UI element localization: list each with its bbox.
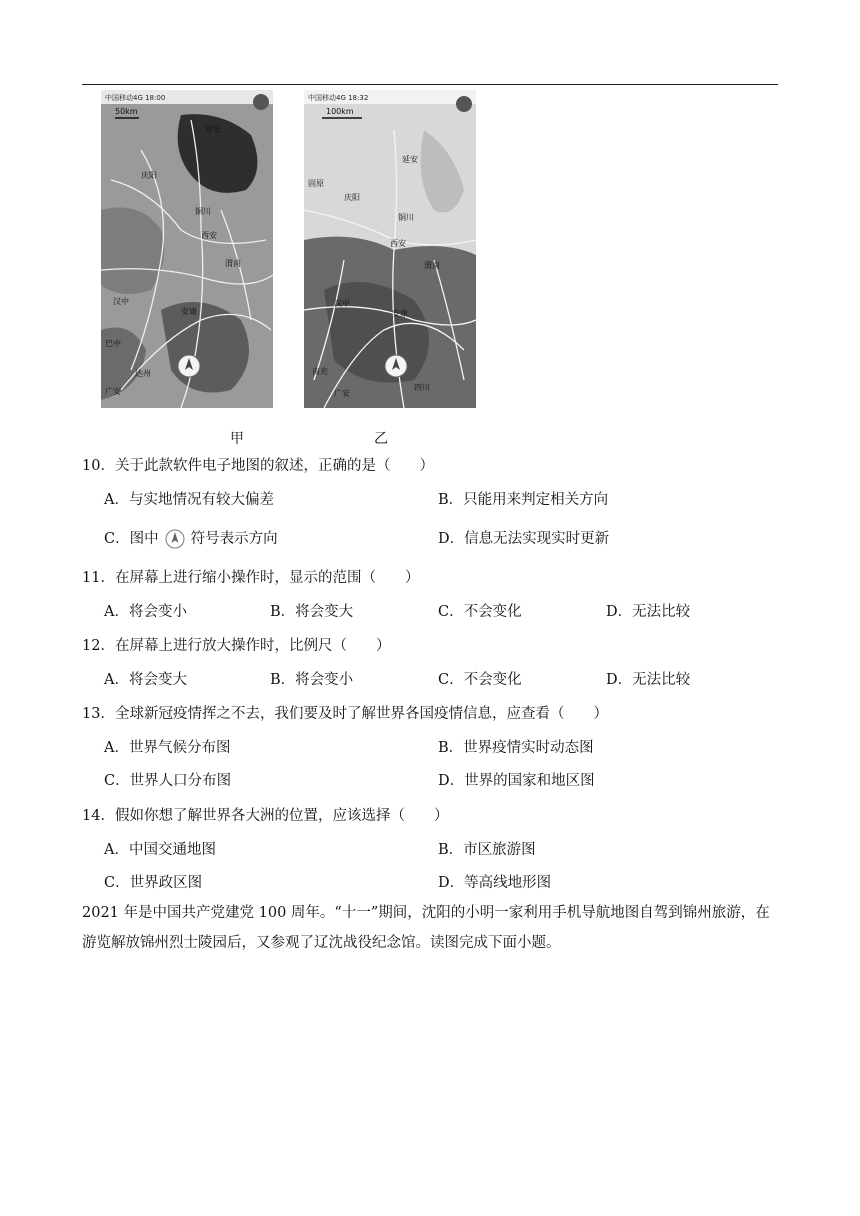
map-caption-b: 乙 <box>374 431 388 447</box>
option-b[interactable]: B．将会变大 <box>270 604 354 620</box>
place-label: 安康 <box>392 309 408 318</box>
option-b[interactable]: B．世界疫情实时动态图 <box>438 740 594 756</box>
option-c[interactable]: C．不会变化 <box>438 672 522 688</box>
compass-icon[interactable] <box>385 355 407 377</box>
place-label: 巴中 <box>105 339 121 348</box>
header-rule <box>82 84 778 85</box>
place-label: 铜川 <box>398 213 414 222</box>
place-label: 汉中 <box>334 299 350 308</box>
place-label: 西安 <box>390 239 406 248</box>
place-label: 广安 <box>105 387 121 396</box>
place-label: 固原 <box>308 179 324 188</box>
question-10-stem: 10．关于此款软件电子地图的叙述，正确的是（ ） <box>82 458 434 474</box>
place-label: 达州 <box>135 369 151 378</box>
status-bar-text: 中国移动4G 18:32 <box>308 94 369 102</box>
place-label: 四川 <box>414 383 430 392</box>
option-c-tail: 符号表示方向 <box>190 531 278 547</box>
option-c[interactable]: C．世界人口分布图 <box>104 773 232 789</box>
place-label: 广安 <box>334 389 350 398</box>
option-b[interactable]: B．将会变小 <box>270 672 354 688</box>
option-c[interactable]: C．不会变化 <box>438 604 522 620</box>
place-label: 延安 <box>205 125 221 134</box>
option-d[interactable]: D．信息无法实现实时更新 <box>438 531 610 547</box>
avatar-icon[interactable] <box>456 96 472 112</box>
scale-label: 50km <box>115 107 138 116</box>
reading-passage: 2021 年是中国共产党建党 100 周年。“十一”期间，沈阳的小明一家利用手机导航地图自驾到锦州旅游，在游览解放锦州烈士陵园后，又参观了辽沈战役纪念馆。读图完成下面小题。 <box>82 905 770 951</box>
map-screenshot-a <box>101 90 273 408</box>
option-c[interactable] <box>104 527 278 549</box>
question-14-stem: 14．假如你想了解世界各大洲的位置，应该选择（ ） <box>82 808 449 824</box>
option-d[interactable]: D．等高线地形图 <box>438 875 552 891</box>
place-label: 汉中 <box>113 297 129 306</box>
option-a[interactable]: A．中国交通地图 <box>104 842 216 858</box>
option-b[interactable]: B．市区旅游图 <box>438 842 536 858</box>
place-label: 延安 <box>402 155 418 164</box>
status-bar-text: 中国移动4G 18:00 <box>105 94 166 102</box>
map-caption-a: 甲 <box>230 431 244 447</box>
place-label: 铜川 <box>195 207 211 216</box>
place-label: 西安 <box>201 231 217 240</box>
place-label: 庆阳 <box>344 193 360 202</box>
option-a[interactable]: A．将会变小 <box>104 604 187 620</box>
question-11-stem: 11．在屏幕上进行缩小操作时，显示的范围（ ） <box>82 570 420 586</box>
option-a[interactable]: A．世界气候分布图 <box>104 740 231 756</box>
compass-icon[interactable] <box>178 355 200 377</box>
option-a[interactable]: A．与实地情况有较大偏差 <box>104 492 274 508</box>
option-d[interactable]: D．无法比较 <box>606 672 691 688</box>
option-c[interactable]: C．世界政区图 <box>104 875 203 891</box>
question-13-stem: 13．全球新冠疫情挥之不去，我们要及时了解世界各国疫情信息，应查看（ ） <box>82 706 608 722</box>
place-label: 南充 <box>312 367 328 376</box>
compass-symbol-icon <box>165 529 185 549</box>
avatar-icon[interactable] <box>253 94 269 110</box>
question-12-stem: 12．在屏幕上进行放大操作时，比例尺（ ） <box>82 638 391 654</box>
place-label: 渭南 <box>424 261 440 270</box>
scale-label: 100km <box>326 107 354 116</box>
option-d[interactable]: D．无法比较 <box>606 604 691 620</box>
place-label: 安康 <box>181 307 197 316</box>
option-c-label: C．图中 <box>104 531 159 547</box>
place-label: 庆阳 <box>141 171 157 180</box>
place-label: 渭南 <box>225 259 241 268</box>
option-a[interactable]: A．将会变大 <box>104 672 187 688</box>
option-d[interactable]: D．世界的国家和地区图 <box>438 773 595 789</box>
map-screenshot-b <box>304 90 476 408</box>
option-b[interactable]: B．只能用来判定相关方向 <box>438 492 609 508</box>
